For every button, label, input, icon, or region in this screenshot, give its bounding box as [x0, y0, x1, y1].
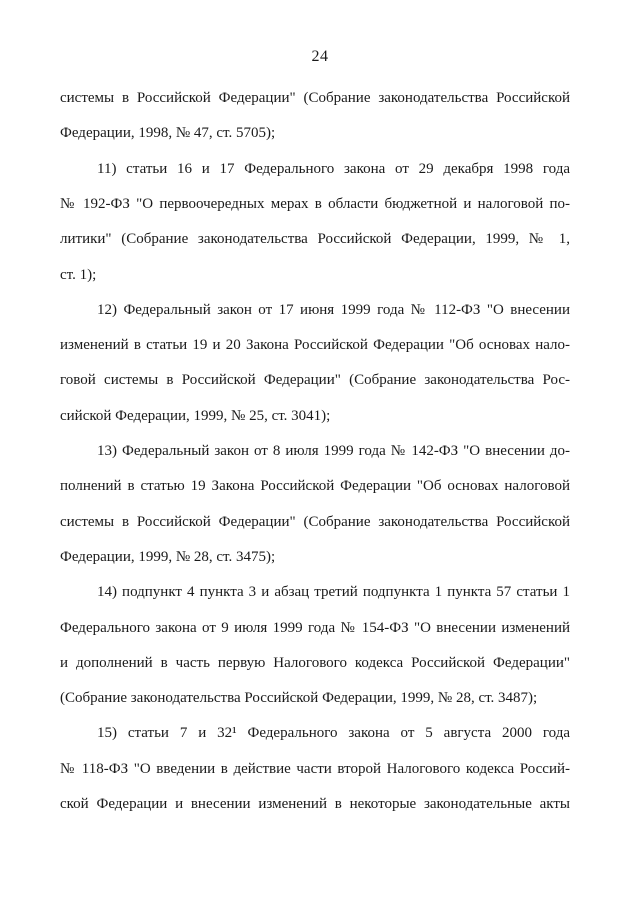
text-line: ской Федерации и внесении изменений в некоторые законодательные акты [60, 796, 570, 812]
page-number: 24 [311, 48, 329, 65]
text-line: сийской Федерации, 1999, № 25, ст. 3041); [60, 408, 331, 424]
text-line: Федерации, 1999, № 28, ст. 3475); [60, 549, 276, 565]
text-line: Федерации, 1998, № 47, ст. 5705); [60, 125, 276, 141]
text-line: 13) Федеральный закон от 8 июля 1999 года № 142-ФЗ "О внесении до- [97, 443, 570, 459]
text-line: ст. 1); [60, 267, 97, 283]
text-line: 11) статьи 16 и 17 Федерального закона от 29 декабря 1998 года [97, 161, 570, 177]
text-line: (Собрание законодательства Российской Федерации, 1999, № 28, ст. 3487); [60, 690, 538, 706]
text-line: системы в Российской Федерации" (Собрание законодательства Российской [60, 514, 570, 530]
text-line: литики" (Собрание законодательства Российской Федерации, 1999, № 1, [60, 231, 570, 247]
text-line: полнений в статью 19 Закона Российской Федерации "Об основах налоговой [60, 478, 570, 494]
text-line: изменений в статьи 19 и 20 Закона Российской Федерации "Об основах нало- [60, 337, 570, 353]
text-line: 14) подпункт 4 пункта 3 и абзац третий подпункта 1 пункта 57 статьи 1 [97, 584, 570, 600]
text-line: 12) Федеральный закон от 17 июня 1999 года № 112-ФЗ "О внесении [97, 302, 570, 318]
text-line: 15) статьи 7 и 32¹ Федерального закона от 5 августа 2000 года [97, 725, 570, 741]
text-line: № 118-ФЗ "О введении в действие части второй Налогового кодекса Россий- [60, 761, 570, 777]
text-line: № 192-ФЗ "О первоочередных мерах в области бюджетной и налоговой по- [60, 196, 570, 212]
text-line: говой системы в Российской Федерации" (Собрание законодательства Рос- [60, 372, 570, 388]
text-line: и дополнений в часть первую Налогового кодекса Российской Федерации" [60, 655, 570, 671]
text-line: Федерального закона от 9 июля 1999 года № 154-ФЗ "О внесении изменений [60, 620, 570, 636]
text-line: системы в Российской Федерации" (Собрание законодательства Российской [60, 90, 570, 106]
